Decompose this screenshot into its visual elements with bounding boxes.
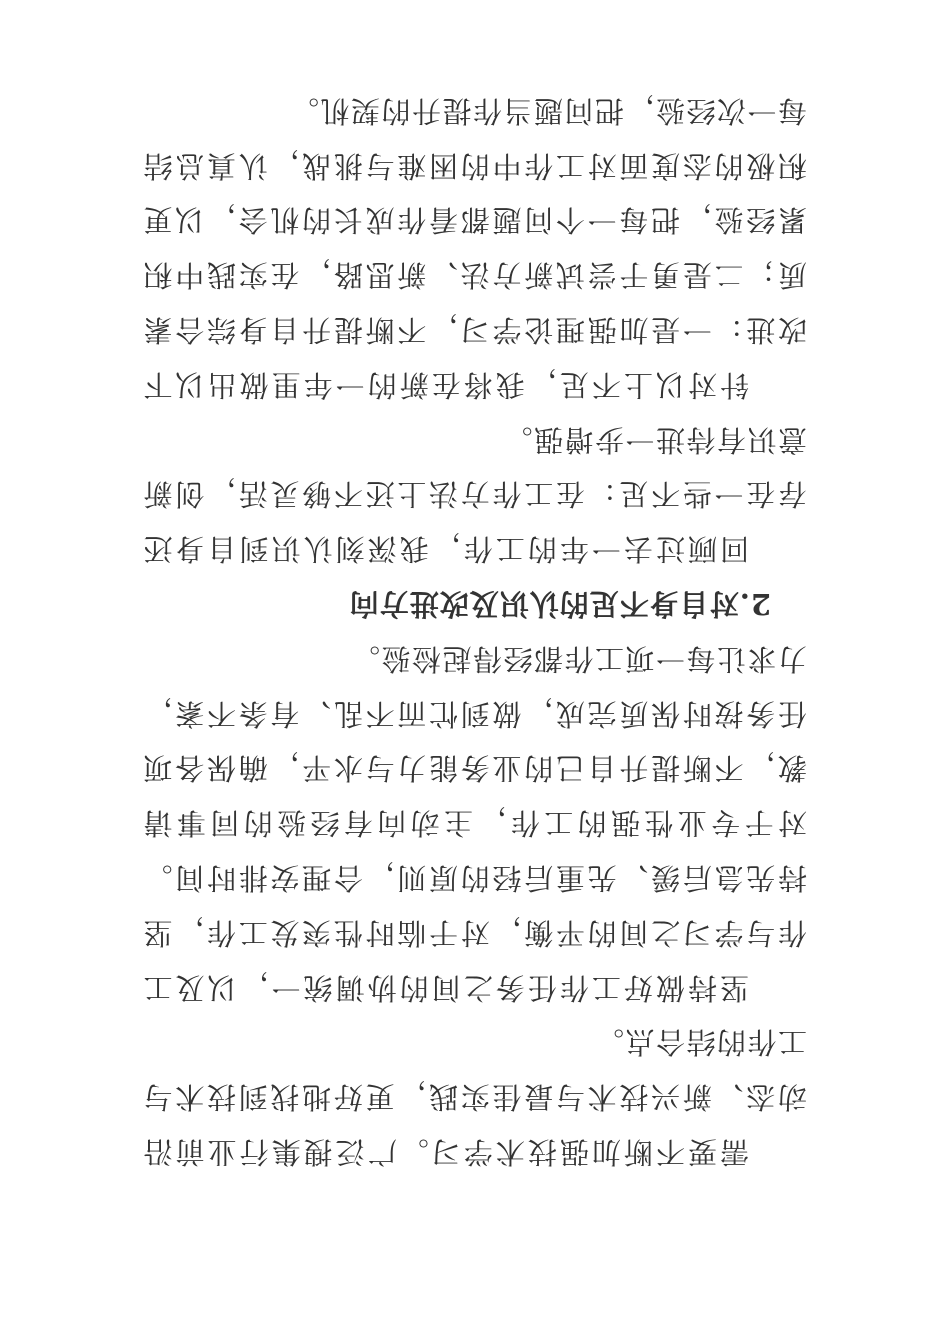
paragraph-2: 坚持做好工作任务之间的协调统一，以及工作与学习之间的平衡，对于临时性突发工作，坚持先急后缓、先重后轻的原则，合理安排时间。对于专业性强的工作，主动向有经验的同事请教，不断提升自己的业务能力与水平，确保各项任务按时保质完成，做到忙而不乱、有条不紊，力求让每一项工作都经得起检验。 <box>142 641 807 1005</box>
document-body <box>142 83 807 1179</box>
paragraph-4: 针对以上不足，我将在新的一年里做出以下改进：一是加强理论学习，不断提升自身综合素质；二是勇于尝试新方法、新思路，在实践中积累经验，把每一个问题都看作成长的机会，以更积极的态度面对工作中的困难与挑战，认真总结每一次经验，把问题当作提升的契机。 <box>142 93 807 402</box>
paragraph-3: 回顾过去一年的工作，我深刻认识到自身还存在一些不足：在工作方法上还不够灵活，创新意识有待进一步增强。 <box>142 422 807 567</box>
paragraph-1: 需要不断加强技术学习。广泛搜集行业前沿动态、新兴技术与最佳实践，更好地找到技术与工作的结合点。 <box>142 1025 807 1169</box>
section-heading: 2.对自身不足的认识及改进方向 <box>348 587 771 622</box>
